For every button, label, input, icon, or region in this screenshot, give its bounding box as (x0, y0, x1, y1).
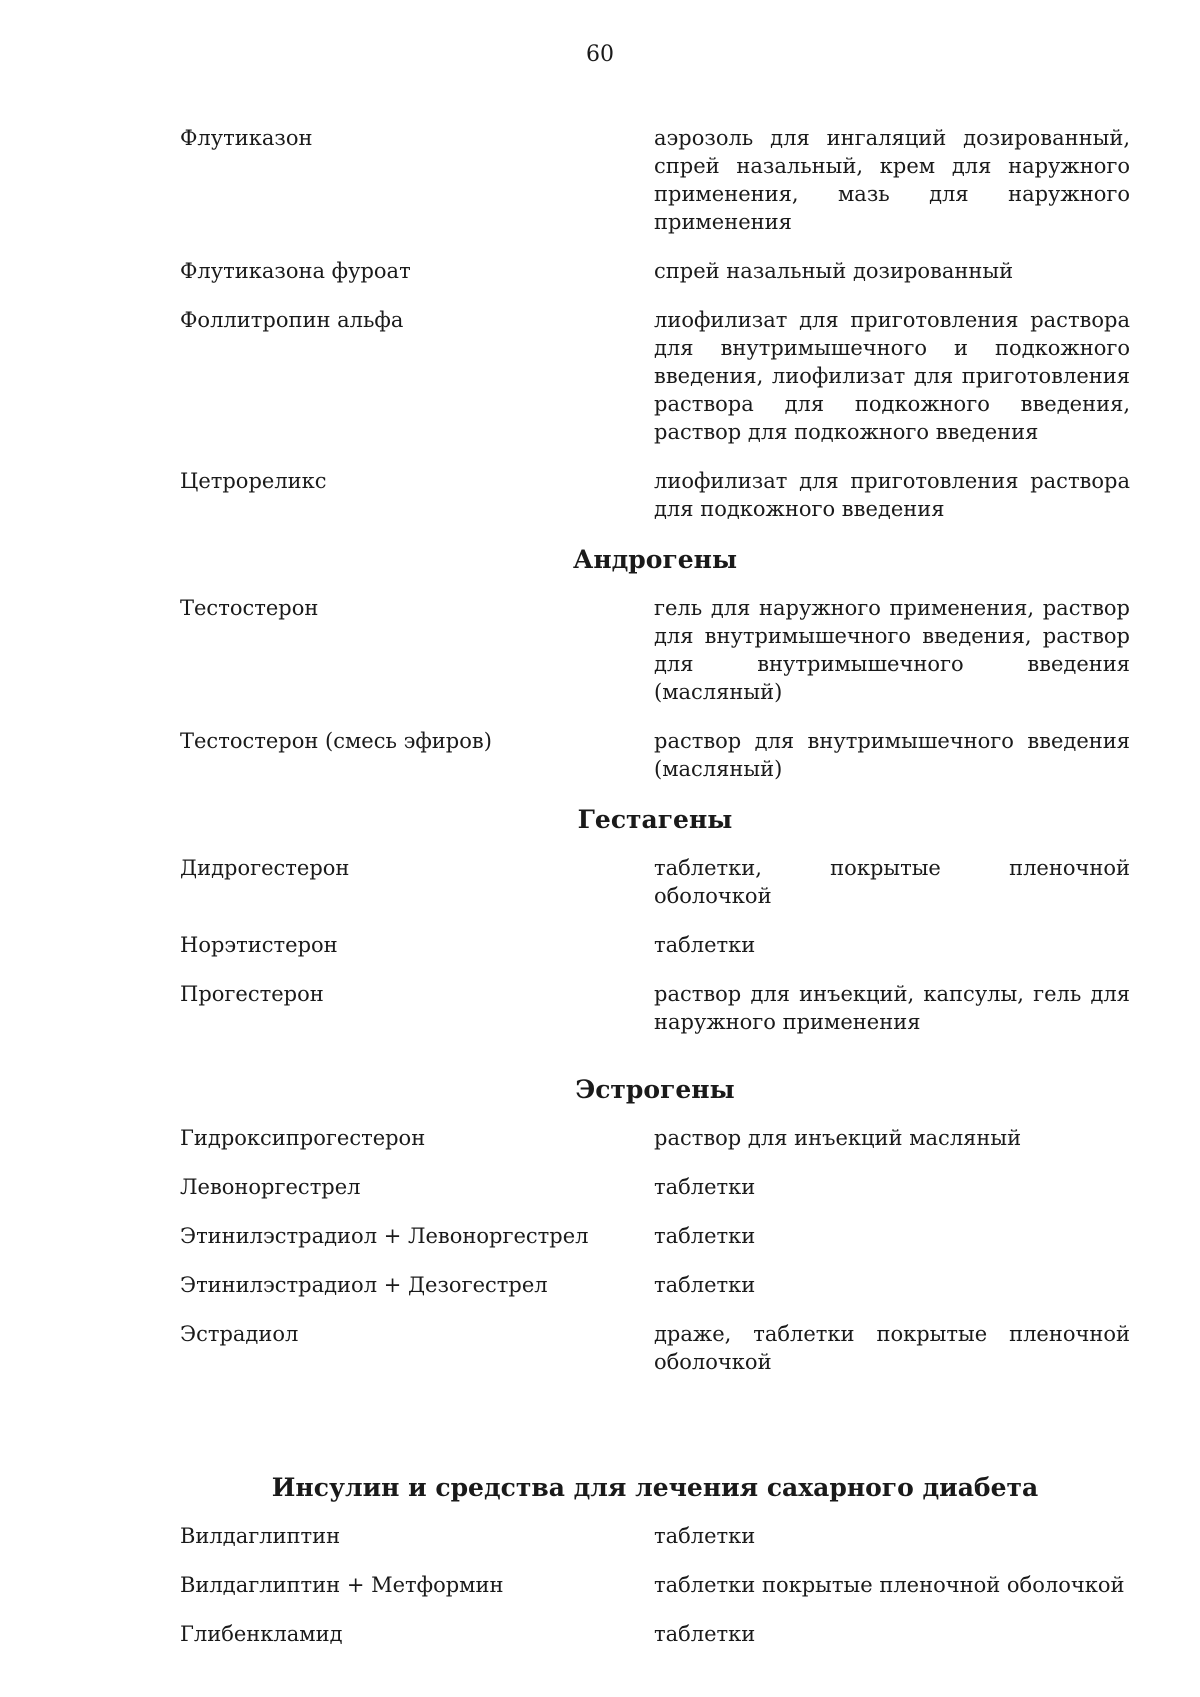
table-row (180, 854, 1130, 910)
dosage-form: гель для наружного применения, раствор для внутримышечного введения, раствор для внутримышечного введения (масляный) (654, 596, 1130, 704)
table-row (180, 124, 1130, 236)
dosage-form: аэрозоль для ингаляций дозированный, спрей назальный, крем для наружного применения, мазь для наружного применения (654, 126, 1130, 234)
dosage-form: таблетки (654, 1224, 756, 1248)
drug-name: Дидрогестерон (180, 856, 350, 880)
dosage-form: лиофилизат для приготовления раствора для подкожного введения (654, 469, 1130, 521)
table-row (180, 727, 1130, 783)
dosage-form: лиофилизат для приготовления раствора для внутримышечного и подкожного введения, лиофилизат для приготовления раствора для подкожного введения, раствор для подкожного введения (654, 308, 1130, 444)
drug-name: Вилдаглиптин + Метформин (180, 1573, 504, 1597)
drug-name: Левоноргестрел (180, 1175, 361, 1199)
table-row (180, 1571, 1130, 1599)
table-row (180, 1271, 1130, 1299)
drug-name: Флутиказон (180, 126, 313, 150)
table-row (180, 1620, 1130, 1648)
section-heading: Гестагены (577, 805, 733, 834)
table-row (180, 980, 1130, 1036)
drug-name: Тестостерон (смесь эфиров) (180, 729, 492, 753)
dosage-form: таблетки (654, 1622, 756, 1646)
table-row (180, 257, 1130, 285)
dosage-form: раствор для внутримышечного введения (масляный) (654, 729, 1130, 781)
drug-name: Фоллитропин альфа (180, 308, 404, 332)
table-row (180, 931, 1130, 959)
table-row (180, 1124, 1130, 1152)
drug-name: Этинилэстрадиол + Левоноргестрел (180, 1224, 589, 1248)
drug-name: Эстрадиол (180, 1322, 299, 1346)
dosage-form: раствор для инъекций масляный (654, 1126, 1022, 1150)
drug-name: Глибенкламид (180, 1622, 343, 1646)
dosage-form: таблетки (654, 1175, 756, 1199)
page-number: 60 (586, 42, 614, 67)
medication-list (180, 124, 1130, 1669)
drug-name: Этинилэстрадиол + Дезогестрел (180, 1273, 548, 1297)
table-row (180, 1173, 1130, 1201)
dosage-form: спрей назальный дозированный (654, 259, 1014, 283)
drug-name: Вилдаглиптин (180, 1524, 341, 1548)
table-row (180, 1522, 1130, 1550)
table-row (180, 1222, 1130, 1250)
drug-name: Тестостерон (180, 596, 319, 620)
table-row (180, 467, 1130, 523)
drug-name: Флутиказона фуроат (180, 259, 411, 283)
dosage-form: таблетки, покрытые пленочной оболочкой (654, 856, 1130, 908)
dosage-form: таблетки (654, 1524, 756, 1548)
drug-name: Норэтистерон (180, 933, 338, 957)
dosage-form: драже, таблетки покрытые пленочной оболочкой (654, 1322, 1130, 1374)
table-row (180, 306, 1130, 446)
section-heading: Эстрогены (575, 1075, 735, 1104)
drug-name: Цетрореликс (180, 469, 327, 493)
dosage-form: таблетки (654, 933, 756, 957)
section-heading: Андрогены (572, 545, 738, 574)
table-row (180, 594, 1130, 706)
dosage-form: таблетки (654, 1273, 756, 1297)
section-heading: Инсулин и средства для лечения сахарного диабета (271, 1473, 1039, 1502)
dosage-form: раствор для инъекций, капсулы, гель для наружного применения (654, 982, 1130, 1034)
table-row (180, 1320, 1130, 1376)
dosage-form: таблетки покрытые пленочной оболочкой (654, 1573, 1125, 1597)
drug-name: Гидроксипрогестерон (180, 1126, 426, 1150)
drug-name: Прогестерон (180, 982, 324, 1006)
